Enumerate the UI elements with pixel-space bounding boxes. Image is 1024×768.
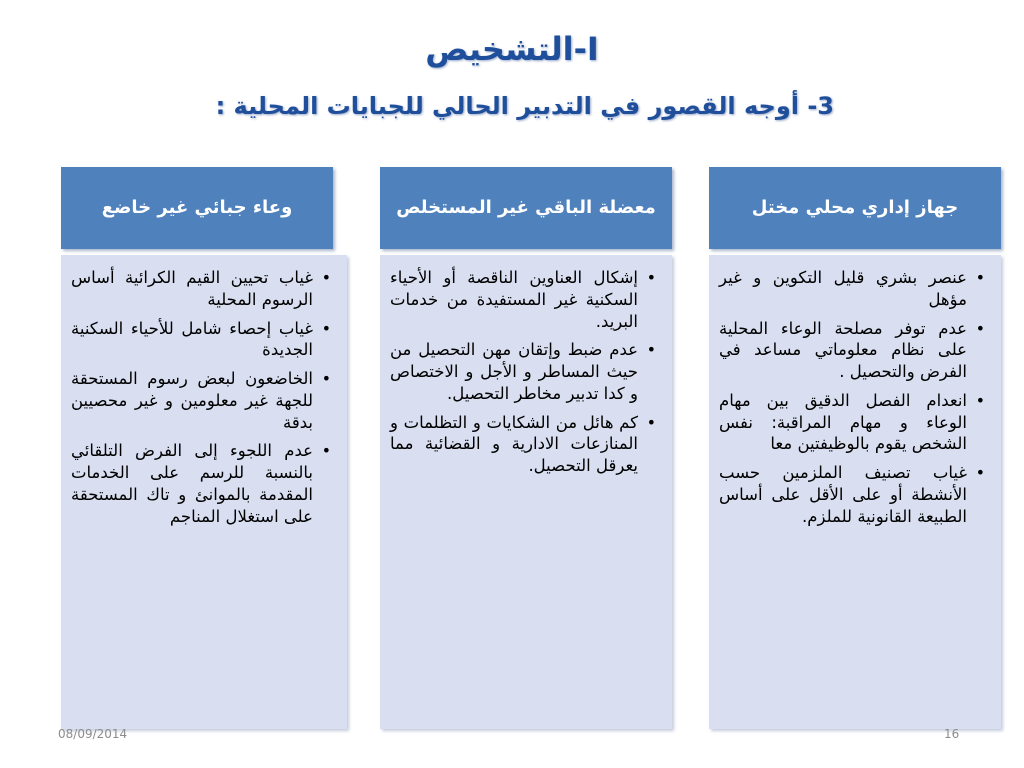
list-item: • غياب إحصاء شامل للأحياء السكنية الجديدة <box>71 318 313 362</box>
column-body-tax-base <box>61 255 347 729</box>
list-item: • انعدام الفصل الدقيق بين مهام الوعاء و مهام المراقبة: نفس الشخص يقوم بالوظيفتين معا <box>719 390 967 455</box>
column-body-admin <box>709 255 1001 729</box>
list-item: • عنصر بشري قليل التكوين و غير مؤهل <box>719 267 967 311</box>
list-item: • إشكال العناوين الناقصة أو الأحياء السكنية غير المستفيدة من خدمات البريد. <box>390 267 638 332</box>
slide-subtitle: 3- أوجه القصور في التدبير الحالي للجبايات المحلية : <box>215 92 834 120</box>
footer-date: 08/09/2014 <box>58 727 128 741</box>
slide-title: I-التشخيص <box>425 30 599 68</box>
list-item: • كم هائل من الشكايات و التظلمات و المنازعات الادارية و القضائية مما يعرقل التحصيل. <box>390 412 638 477</box>
list-item: • غياب تحيين القيم الكرائية أساس الرسوم المحلية <box>71 267 313 311</box>
column-header-admin: جهاز إداري محلي مختل <box>709 167 1001 249</box>
bullet-list <box>71 267 331 527</box>
list-item: • عدم توفر مصلحة الوعاء المحلية على نظام معلوماتي مساعد في الفرض والتحصيل . <box>719 318 967 383</box>
list-item: • الخاضعون لبعض رسوم المستحقة للجهة غير معلومين و غير محصيين بدقة <box>71 368 313 433</box>
column-body-arrears <box>380 255 672 729</box>
bullet-list <box>390 267 656 477</box>
page-number: 16 <box>944 727 960 741</box>
column-header-tax-base: وعاء جبائي غير خاضع <box>61 167 333 249</box>
list-item: • عدم اللجوء إلى الفرض التلقائي بالنسبة للرسم على الخدمات المقدمة بالموانئ و تاك المستحقة على استغلال المناجم <box>71 440 313 527</box>
bullet-list <box>719 267 985 527</box>
list-item: • عدم ضبط وإتقان مهن التحصيل من حيث المساطر و الأجل و الاختصاص و كدا تدبير مخاطر التحصيل. <box>390 339 638 404</box>
column-header-arrears: معضلة الباقي غير المستخلص <box>380 167 672 249</box>
list-item: • غياب تصنيف الملزمين حسب الأنشطة أو على الأقل على أساس الطبيعة القانونية للملزم. <box>719 462 967 527</box>
